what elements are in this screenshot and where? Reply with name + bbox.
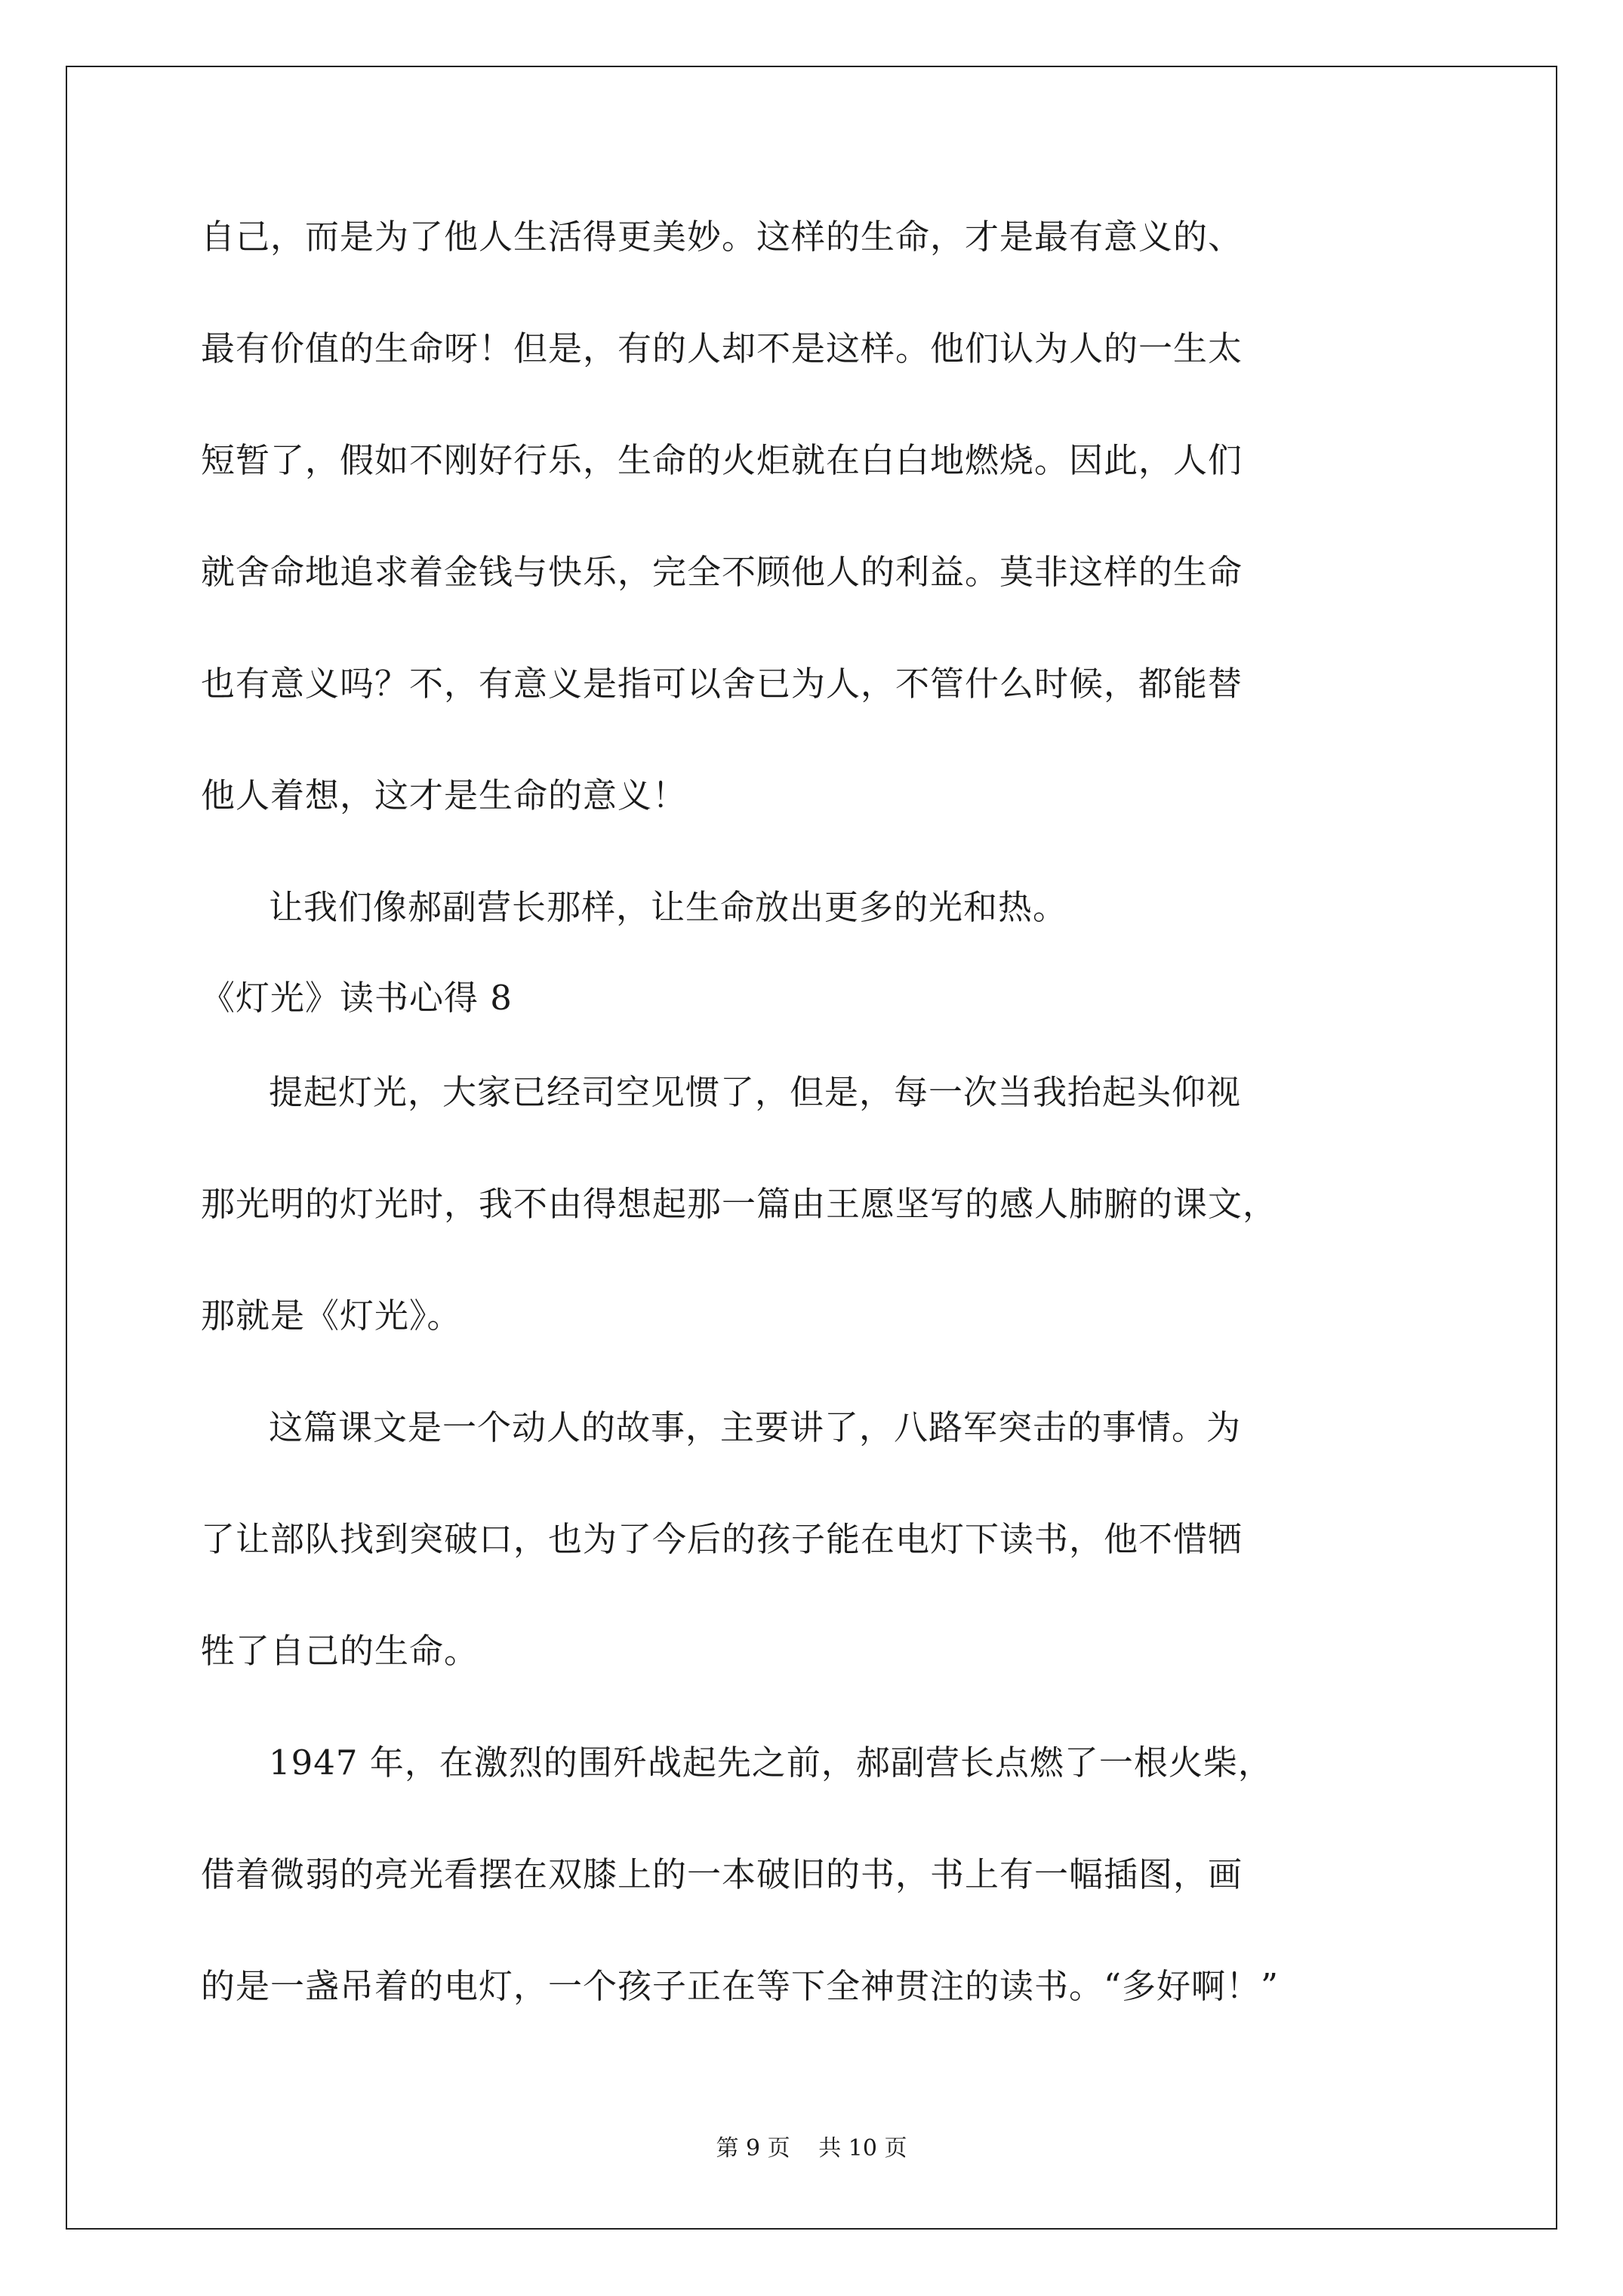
body-line-9: 提起灯光，大家已经司空见惯了，但是，每一次当我抬起头仰视	[269, 1072, 1242, 1112]
body-line-5: 也有意义吗？不，有意义是指可以舍已为人，不管什么时候，都能替	[201, 664, 1243, 704]
body-line-4: 就舍命地追求着金钱与快乐，完全不顾他人的利益。莫非这样的生命	[201, 552, 1243, 592]
page-number: 第 9 页	[716, 2135, 790, 2162]
body-line-15: 1947 年，在激烈的围歼战起先之前，郝副营长点燃了一根火柴，	[269, 1743, 1273, 1783]
body-line-17: 的是一盏吊着的电灯，一个孩子正在等下全神贯注的读书。“多好啊！”	[201, 1966, 1280, 2006]
body-line-10: 那光明的灯光时，我不由得想起那一篇由王愿坚写的感人肺腑的课文，	[201, 1184, 1278, 1224]
body-line-1: 自己，而是为了他人生活得更美妙。这样的生命，才是最有意义的、	[201, 217, 1243, 257]
body-line-3: 短暂了，假如不刚好行乐，生命的火炬就在白白地燃烧。因此，人们	[201, 440, 1243, 480]
section-heading: 《灯光》读书心得 8	[201, 978, 513, 1018]
body-line-13: 了让部队找到突破口，也为了今后的孩子能在电灯下读书，他不惜牺	[201, 1519, 1243, 1559]
body-line-11: 那就是《灯光》。	[201, 1296, 462, 1336]
page-border	[66, 66, 1557, 2230]
page-total: 共 10 页	[818, 2135, 907, 2162]
body-line-12: 这篇课文是一个动人的故事，主要讲了，八路军突击的事情。为	[269, 1407, 1242, 1447]
page-footer	[0, 2134, 1623, 2164]
body-line-14: 牲了自己的生命。	[201, 1631, 479, 1671]
body-line-6: 他人着想，这才是生命的意义！	[201, 775, 688, 815]
body-line-16: 借着微弱的亮光看摆在双膝上的一本破旧的书，书上有一幅插图，画	[201, 1854, 1243, 1894]
body-line-7: 让我们像郝副营长那样，让生命放出更多的光和热。	[269, 887, 1068, 927]
body-line-2: 最有价值的生命呀！但是，有的人却不是这样。他们认为人的一生太	[201, 328, 1243, 368]
